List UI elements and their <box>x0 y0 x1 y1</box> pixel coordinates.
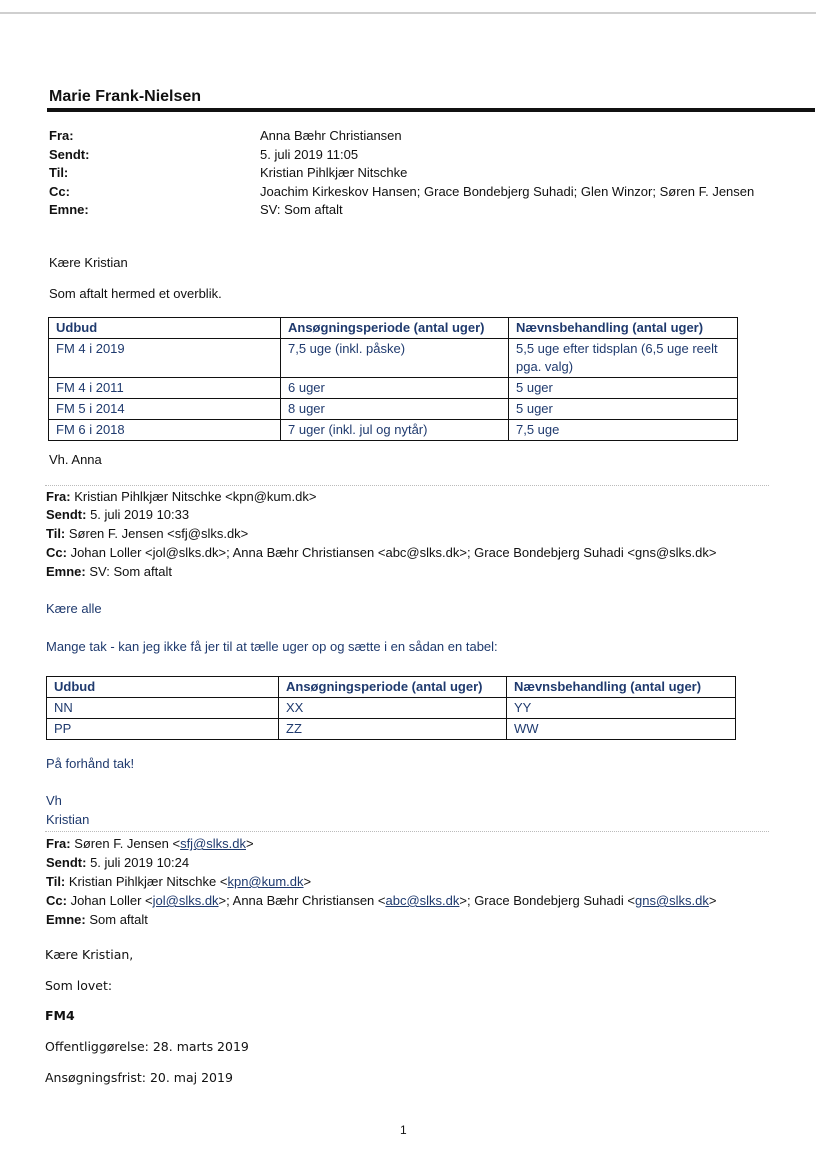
msg2-sent-label: Sendt: <box>46 507 87 522</box>
top-border <box>0 12 816 14</box>
msg3-sent-label: Sendt: <box>46 855 87 870</box>
msg1-greeting: Kære Kristian <box>49 255 128 270</box>
from-label: Fra: <box>49 128 74 143</box>
table-cell: 5 uger <box>509 399 738 420</box>
table-cell: 5 uger <box>509 378 738 399</box>
msg3-sent <box>46 855 189 870</box>
msg3-publication: Offentliggørelse: 28. marts 2019 <box>45 1039 249 1054</box>
table-row <box>49 339 738 378</box>
table-cell: 8 uger <box>281 399 509 420</box>
table-cell: FM 4 i 2011 <box>49 378 281 399</box>
msg2-thanks: På forhånd tak! <box>46 756 135 771</box>
msg3-to-end: > <box>303 874 312 889</box>
msg3-cc-part: >; Anna Bæhr Christiansen < <box>218 893 386 908</box>
table-row <box>49 399 738 420</box>
msg2-greeting: Kære alle <box>46 601 102 616</box>
table-cell: XX <box>279 698 507 719</box>
msg3-deadline: Ansøgningsfrist: 20. maj 2019 <box>45 1070 233 1085</box>
msg3-sent-value: 5. juli 2019 10:24 <box>90 855 190 870</box>
subject-value: SV: Som aftalt <box>260 202 343 217</box>
email-link[interactable]: gns@slks.dk <box>635 893 709 908</box>
msg2-subject-label: Emne: <box>46 564 86 579</box>
msg3-cc-part: Johan Loller < <box>70 893 153 908</box>
email-link[interactable]: jol@slks.dk <box>152 893 219 908</box>
table-cell: PP <box>47 719 279 740</box>
table-cell: FM 6 i 2018 <box>49 420 281 441</box>
email-link[interactable]: kpn@kum.dk <box>227 874 304 889</box>
msg2-body: Mange tak - kan jeg ikke få jer til at tælle uger op og sætte i en sådan en tabel: <box>46 639 498 654</box>
table-header-cell: Udbud <box>47 677 279 698</box>
email-link[interactable]: sfj@slks.dk <box>180 836 246 851</box>
msg3-to-label: Til: <box>46 874 66 889</box>
msg2-name: Kristian <box>46 812 90 827</box>
table-cell: 6 uger <box>281 378 509 399</box>
msg3-from-end: > <box>246 836 254 851</box>
table-header-cell: Ansøgningsperiode (antal uger) <box>279 677 507 698</box>
msg3-from <box>46 836 254 851</box>
table-header-cell: Udbud <box>49 318 281 339</box>
msg1-signoff: Vh. Anna <box>49 452 102 467</box>
msg3-from-label: Fra: <box>46 836 71 851</box>
table-cell: 7,5 uge (inkl. påske) <box>281 339 509 378</box>
msg1-intro: Som aftalt hermed et overblik. <box>49 286 222 301</box>
msg2-subject <box>46 564 172 579</box>
cc-value: Joachim Kirkeskov Hansen; Grace Bondebjerg Suhadi; Glen Winzor; Søren F. Jensen <box>260 184 755 199</box>
subject-label: Emne: <box>49 202 89 217</box>
msg3-from-name: Søren F. Jensen < <box>74 836 181 851</box>
msg3-subject-value: Som aftalt <box>89 912 148 927</box>
msg3-subject <box>46 912 148 927</box>
to-value: Kristian Pihlkjær Nitschke <box>260 165 408 180</box>
msg3-cc-part: > <box>708 893 717 908</box>
msg3-lead: Som lovet: <box>45 978 113 993</box>
msg2-sent-value: 5. juli 2019 10:33 <box>90 507 190 522</box>
title-rule <box>47 108 815 112</box>
msg3-cc-part: >; Grace Bondebjerg Suhadi < <box>459 893 635 908</box>
table-cell: WW <box>507 719 736 740</box>
table-cell: ZZ <box>279 719 507 740</box>
to-label: Til: <box>49 165 69 180</box>
msg3-to-name: Kristian Pihlkjær Nitschke < <box>68 874 228 889</box>
table-cell: FM 5 i 2014 <box>49 399 281 420</box>
msg3-heading: FM4 <box>45 1008 75 1023</box>
msg2-subject-value: SV: Som aftalt <box>89 564 172 579</box>
msg3-greeting: Kære Kristian, <box>45 947 134 962</box>
msg2-from-label: Fra: <box>46 489 71 504</box>
msg2-to-label: Til: <box>46 526 66 541</box>
table-row <box>47 698 736 719</box>
table-cell: 7 uger (inkl. jul og nytår) <box>281 420 509 441</box>
table-cell: 5,5 uge efter tidsplan (6,5 uge reelt pga. valg) <box>509 339 738 378</box>
msg2-cc <box>46 545 716 560</box>
msg2-sent <box>46 507 189 522</box>
table-header-cell: Ansøgningsperiode (antal uger) <box>281 318 509 339</box>
table-header-cell: Nævnsbehandling (antal uger) <box>507 677 736 698</box>
msg2-cc-value: Johan Loller <jol@slks.dk>; Anna Bæhr Christiansen <abc@slks.dk>; Grace Bondebjerg Suhadi <gns@slks.dk> <box>70 545 717 560</box>
message-separator <box>45 831 769 832</box>
email-link[interactable]: abc@slks.dk <box>385 893 460 908</box>
msg3-cc <box>46 893 716 908</box>
table-cell: NN <box>47 698 279 719</box>
msg2-to-value: Søren F. Jensen <sfj@slks.dk> <box>68 526 249 541</box>
page-number: 1 <box>400 1123 407 1137</box>
msg3-cc-label: Cc: <box>46 893 67 908</box>
msg3-to <box>46 874 311 889</box>
overview-table <box>48 317 738 441</box>
table-cell: FM 4 i 2019 <box>49 339 281 378</box>
msg2-from-value: Kristian Pihlkjær Nitschke <kpn@kum.dk> <box>74 489 317 504</box>
table-header-cell: Nævnsbehandling (antal uger) <box>509 318 738 339</box>
table-header-row <box>47 677 736 698</box>
sent-value: 5. juli 2019 11:05 <box>260 147 359 162</box>
msg2-cc-label: Cc: <box>46 545 67 560</box>
from-value: Anna Bæhr Christiansen <box>260 128 402 143</box>
table-row <box>49 420 738 441</box>
table-row <box>47 719 736 740</box>
template-table <box>46 676 736 740</box>
table-row <box>49 378 738 399</box>
msg3-subject-label: Emne: <box>46 912 86 927</box>
cc-label: Cc: <box>49 184 70 199</box>
page-title: Marie Frank-Nielsen <box>49 88 202 105</box>
msg2-vh: Vh <box>46 793 62 808</box>
table-header-row <box>49 318 738 339</box>
table-cell: YY <box>507 698 736 719</box>
msg2-from <box>46 489 316 504</box>
table-cell: 7,5 uge <box>509 420 738 441</box>
sent-label: Sendt: <box>49 147 90 162</box>
message-separator <box>45 485 769 486</box>
msg2-to <box>46 526 248 541</box>
